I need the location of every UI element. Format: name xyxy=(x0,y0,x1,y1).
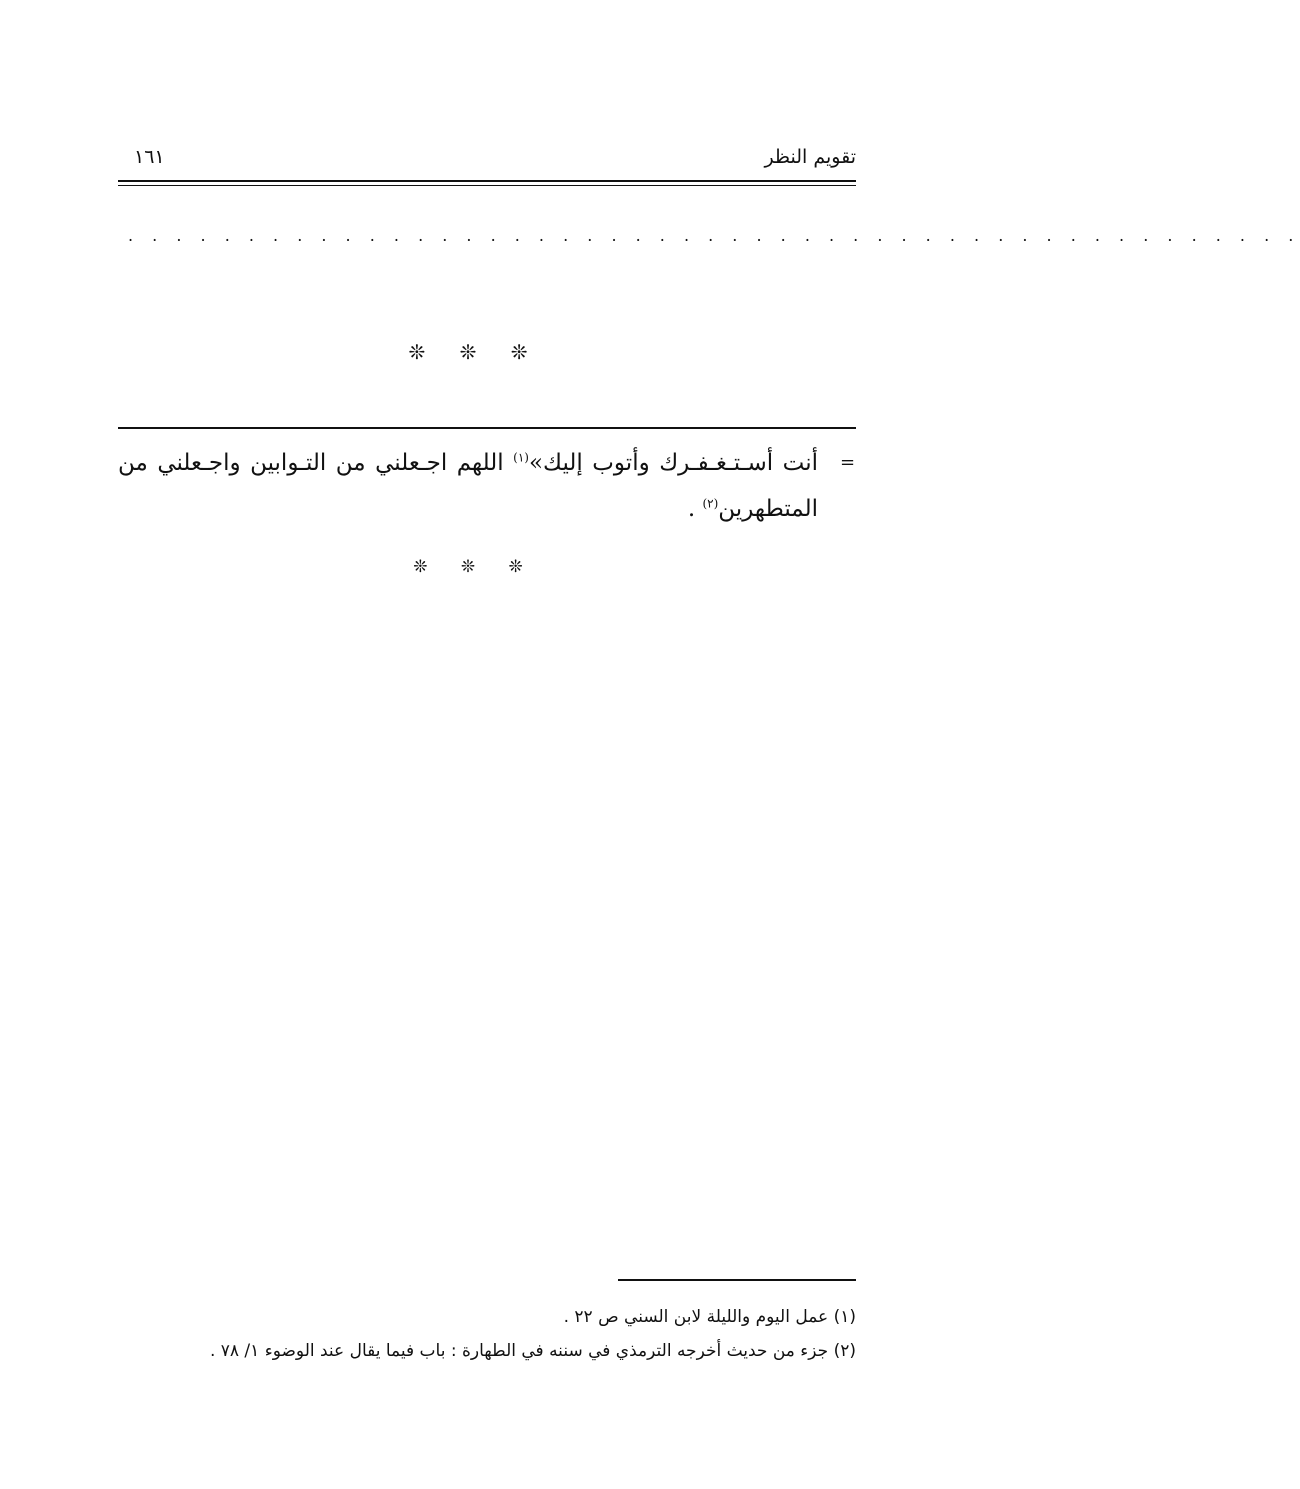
page-header xyxy=(118,140,856,176)
section-rule xyxy=(118,427,856,429)
footnote-rule xyxy=(618,1279,856,1281)
page-number: ١٦١ xyxy=(134,146,165,168)
footnote-reference[interactable]: (١) xyxy=(513,450,529,465)
footnote-reference[interactable]: (٢) xyxy=(702,496,719,511)
footnote-2: (٢) جزء من حديث أخرجه الترمذي في سننه في الطهارة : باب فيما يقال عند الوضوء ١/ ٧٨ . xyxy=(209,1341,856,1361)
footnotes xyxy=(140,1300,856,1368)
running-title: تقويم النظر xyxy=(764,146,856,168)
body-text-part: اللهم اجـعلني من التـوابين واجـعلني من المتطهرين xyxy=(118,450,818,522)
header-rule-thin xyxy=(118,185,856,186)
continuation-marker: = xyxy=(840,452,856,473)
body-text-part: . xyxy=(687,496,703,522)
footnote-1: (١) عمل اليوم والليلة لابن السني ص ٢٢ . xyxy=(563,1307,856,1327)
body-text-part: أنت أسـتـغـفـرك وأتوب إليك» xyxy=(528,450,818,476)
end-separator-asterism: ❊ ❊ ❊ xyxy=(413,557,537,577)
header-rule xyxy=(118,180,856,182)
ellipsis-dotted-line: . . . . . . . . . . . . . . . . . . . . . . . . . . . . . . . . . . . . . . . . . . . . . . . . . xyxy=(128,226,1300,245)
body-paragraph xyxy=(118,440,818,532)
section-separator-asterism: ❊ ❊ ❊ xyxy=(408,340,542,364)
